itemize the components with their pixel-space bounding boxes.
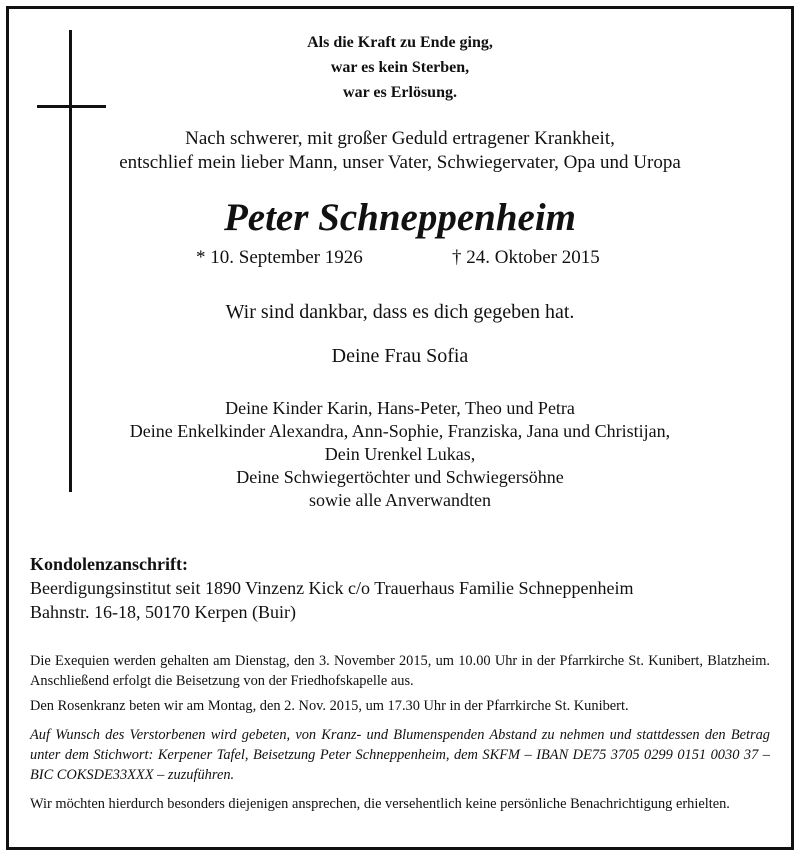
exequien-paragraph: Die Exequien werden gehalten am Dienstag, den 3. November 2015, um 10.00 Uhr in der Pfarrkirche St. Kunibert, Blatzheim. Anschließend erfolgt die Beisetzung von der Friedhofskapelle aus. (30, 653, 770, 689)
motto-line: Als die Kraft zu Ende ging, (307, 34, 493, 51)
wife-line: Deine Frau Sofia (331, 345, 469, 367)
condolence-address-line: Beerdigungsinstitut seit 1890 Vinzenz Kick c/o Trauerhaus Familie Schneppenheim (30, 578, 634, 598)
birth-date: * 10. September 1926 (196, 247, 363, 268)
condolence-address-line: Bahnstr. 16-18, 50170 Kerpen (Buir) (30, 602, 296, 622)
cross-vertical-bar (69, 30, 72, 492)
intro-text (110, 127, 690, 175)
rosenkranz-paragraph: Den Rosenkranz beten wir am Montag, den 2. Nov. 2015, um 17.30 Uhr in der Pfarrkirche St. Kunibert. (30, 698, 629, 714)
family-line: Deine Enkelkinder Alexandra, Ann-Sophie, Franziska, Jana und Christijan, (129, 421, 671, 441)
intro-line: entschlief mein lieber Mann, unser Vater, Schwiegervater, Opa und Uropa (119, 152, 681, 173)
notice-paragraph: Wir möchten hierdurch besonders diejenigen ansprechen, die versehentlich keine persönliche Benachrichtigung erhielten. (30, 796, 730, 812)
family-line: Dein Urenkel Lukas, (324, 444, 476, 464)
death-date: † 24. Oktober 2015 (452, 247, 600, 268)
cross-horizontal-bar (37, 105, 106, 108)
family-line: Deine Kinder Karin, Hans-Peter, Theo und Petra (225, 398, 575, 418)
motto-line: war es Erlösung. (343, 84, 457, 101)
family-line: Deine Schwiegertöchter und Schwiegersöhne (236, 467, 564, 487)
motto (200, 30, 600, 105)
condolence-title: Kondolenzanschrift: (30, 554, 189, 574)
family-line: sowie alle Anverwandten (309, 490, 491, 510)
donation-paragraph: Auf Wunsch des Verstorbenen wird gebeten, von Kranz- und Blumenspenden Abstand zu nehmen und stattdessen den Betrag unter dem Stichwort: Kerpener Tafel, Beisetzung Peter Schneppenheim, dem SKFM – IBAN DE75 3705 0299 0151 0030 37 – BIC COKSDE33XXX – zuzuführen. (30, 727, 770, 783)
family-list (100, 397, 700, 512)
intro-line: Nach schwerer, mit großer Geduld ertragener Krankheit, (185, 128, 615, 149)
motto-line: war es kein Sterben, (330, 59, 470, 76)
thanks-line: Wir sind dankbar, dass es dich gegeben hat. (225, 301, 575, 323)
deceased-name: Peter Schneppenheim (223, 196, 577, 239)
